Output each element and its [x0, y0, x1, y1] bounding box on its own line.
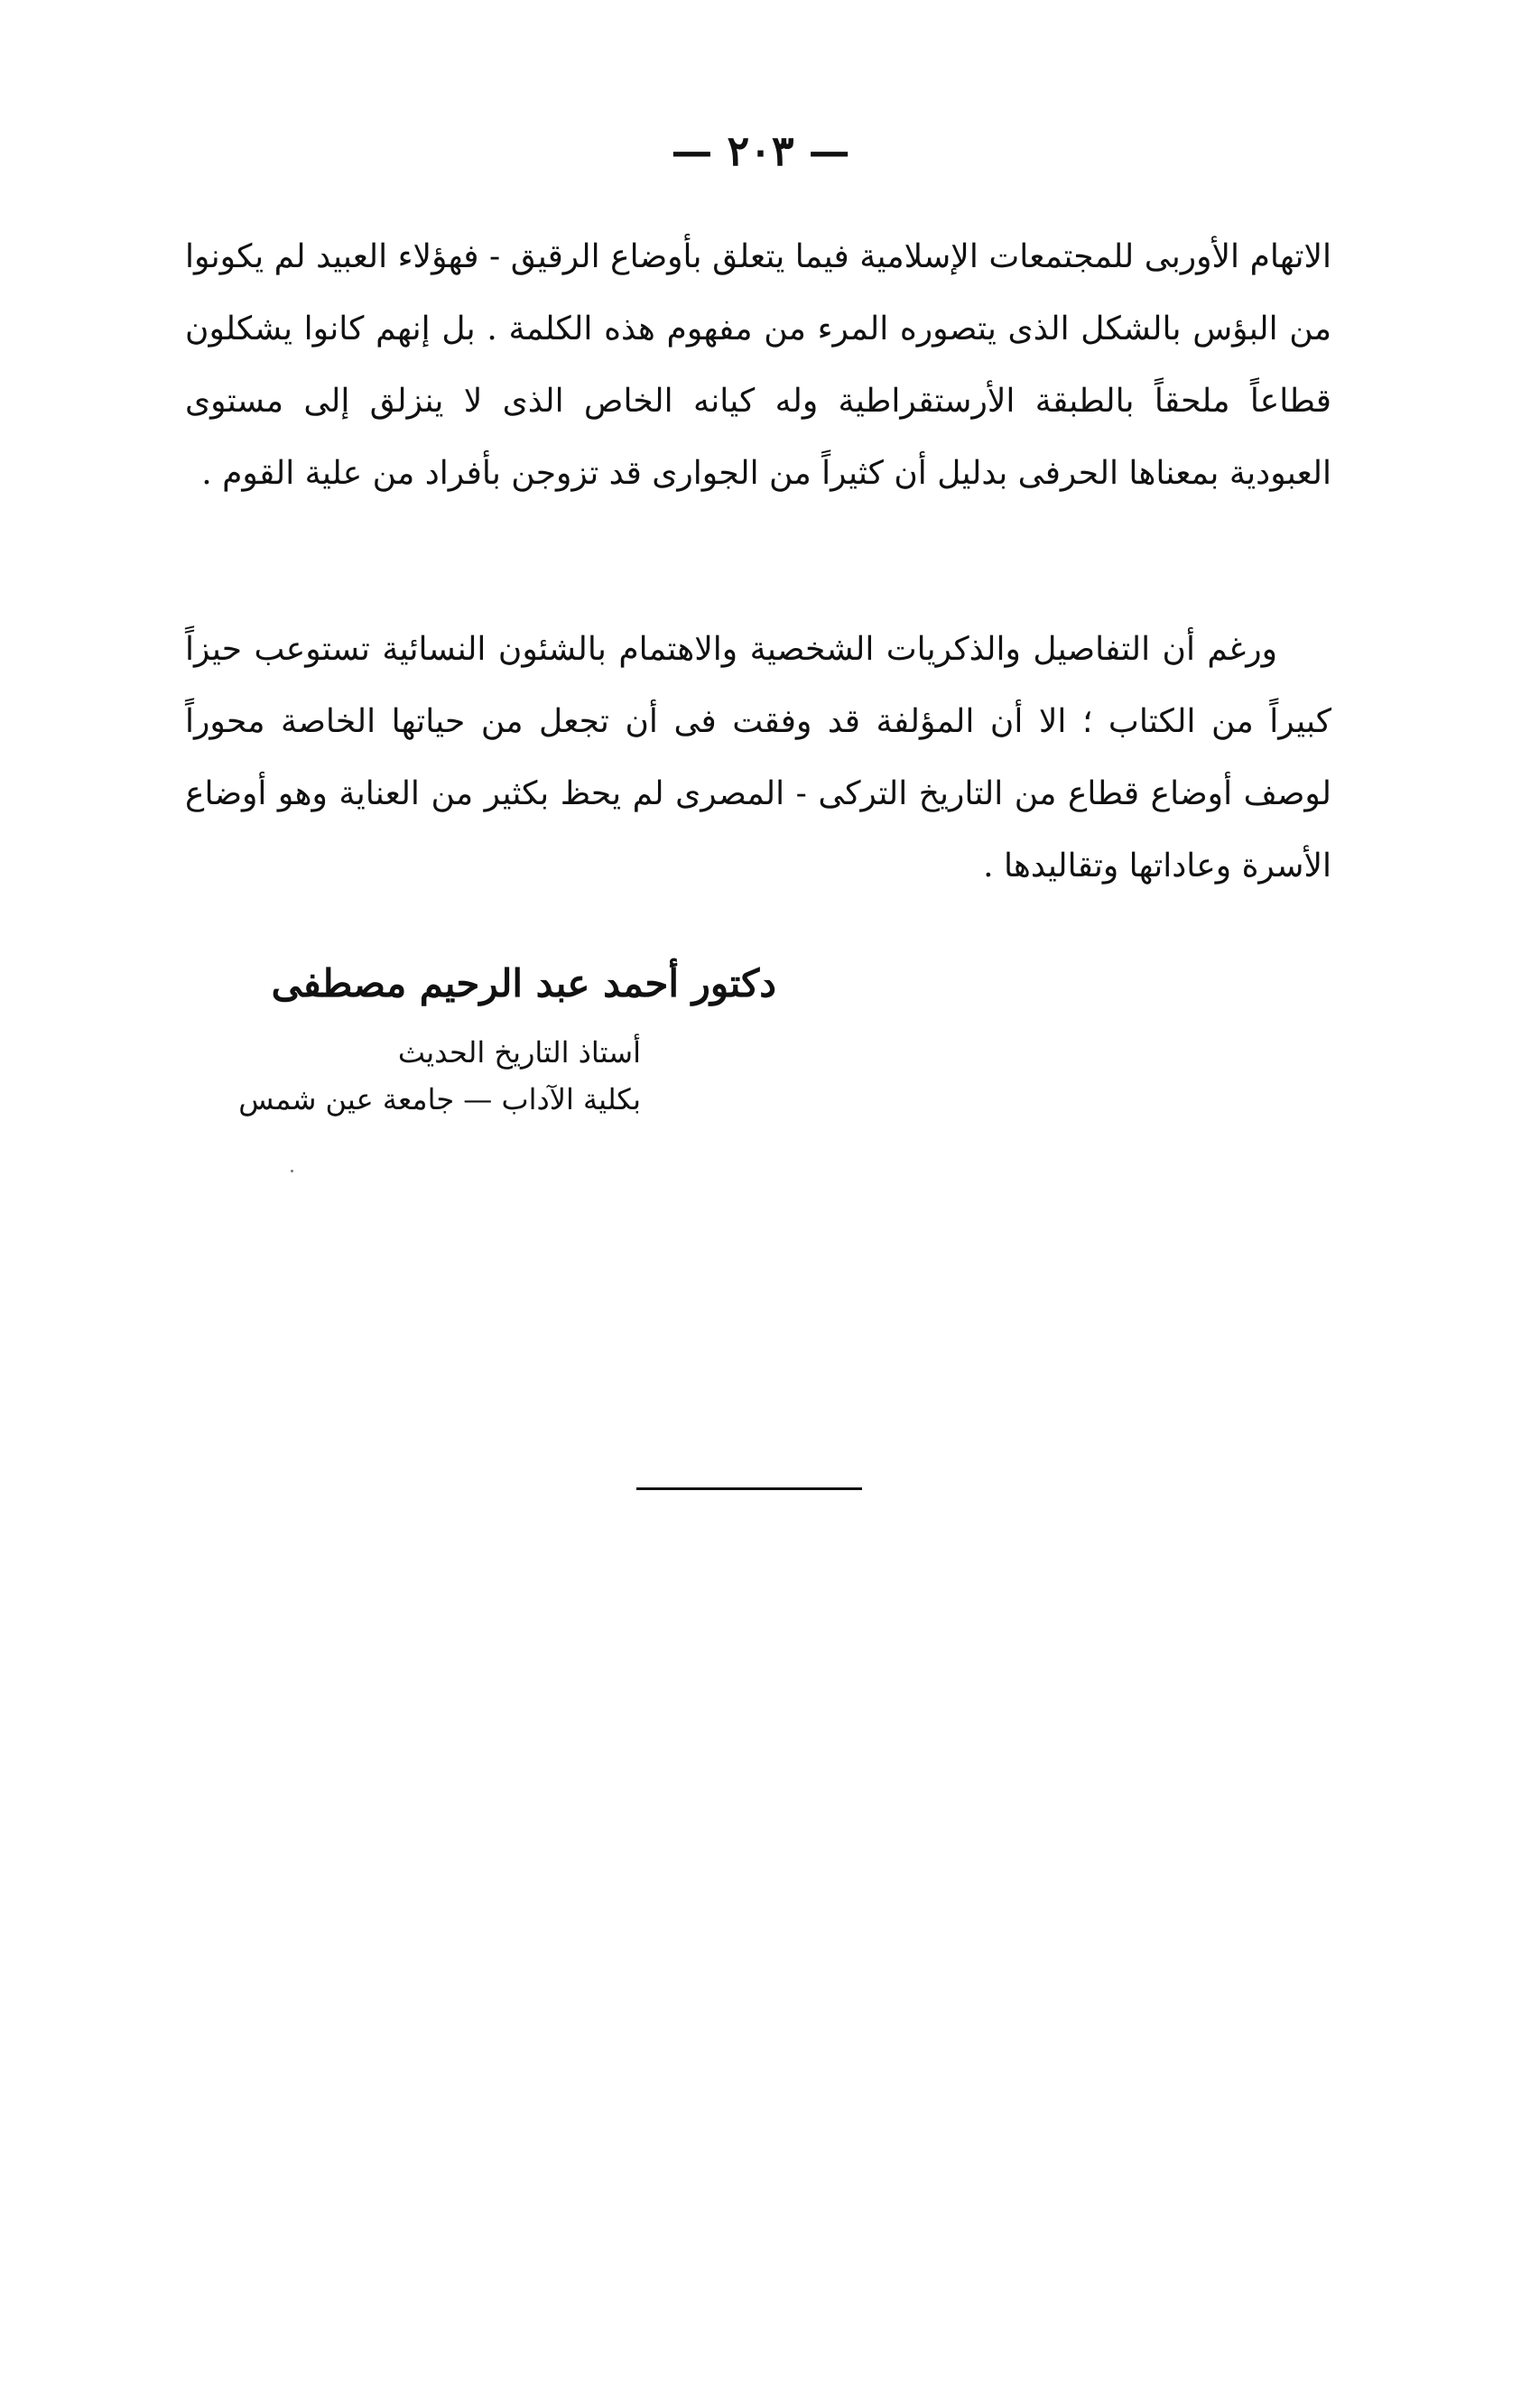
paragraph-1: الاتهام الأوربى للمجتمعات الإسلامية فيما يتعلق بأوضاع الرقيق - فهؤلاء العبيد لم يكونوا من البؤس بالشكل الذى يتصوره المرء من مفهوم هذه الكلمة . بل إنهم كانوا يشكلون قطاعاً ملحقاً بالطبقة الأرستقراطية وله كيانه الخاص الذى لا ينزلق إلى مستوى العبودية بمعناها الحرفى بدليل أن كثيراً من الجوارى قد تزوجن بأفراد من علية القوم .	[185, 238, 1331, 492]
end-divider	[636, 1487, 862, 1490]
scan-speck	[291, 1170, 293, 1172]
author-affiliation	[181, 1029, 641, 1123]
page-number: — ٢٠٣ —	[671, 126, 850, 175]
author-title-line-2: بكلية الآداب — جامعة عين شمس	[238, 1082, 641, 1116]
paragraph-2: ورغم أن التفاصيل والذكريات الشخصية والاهتمام بالشئون النسائية تستوعب حيزاً كبيراً من الكتاب ؛ الا أن المؤلفة قد وفقت فى أن تجعل من حياتها الخاصة محوراً لوصف أوضاع قطاع من التاريخ التركى - المصرى لم يحظ بكثير من العناية وهو أوضاع الأسرة وعاداتها وتقاليدها .	[185, 631, 1331, 884]
author-title-line-1: أستاذ التاريخ الحديث	[397, 1035, 641, 1070]
author-name: دكتور أحمد عبد الرحيم مصطفى	[271, 961, 776, 1005]
